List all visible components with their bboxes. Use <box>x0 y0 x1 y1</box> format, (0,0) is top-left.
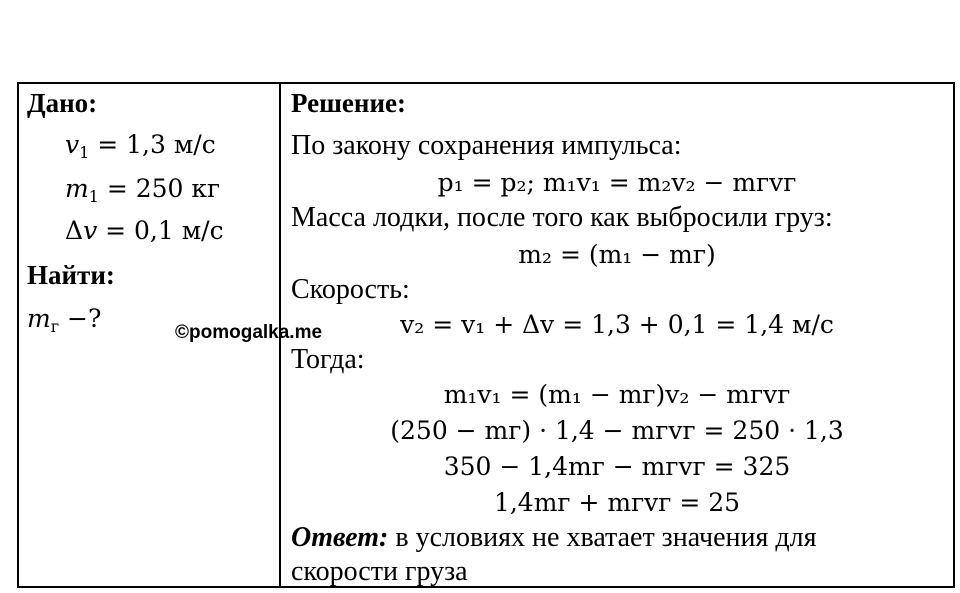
answer-label: Ответ: <box>291 522 389 553</box>
answer-text: в условиях не хватает значения для <box>388 522 817 553</box>
solution-heading: Решение: <box>291 88 406 118</box>
find-value: $m_г$ −? <box>27 304 102 336</box>
equation-2: m₂ = (m₁ − mг) <box>518 240 716 269</box>
watermark: ©pomogalka.me <box>175 322 323 343</box>
equation-3: v₂ = v₁ + Δv = 1,3 + 0,1 = 1,4 м/с <box>400 310 834 339</box>
answer-line-2: скорости груза <box>291 556 468 587</box>
given-m1: $m_1 = 250$ кг <box>65 174 221 206</box>
equation-5: (250 − mг) · 1,4 − mгvг = 250 · 1,3 <box>390 416 844 445</box>
equation-4: m₁v₁ = (m₁ − mг)v₂ − mгvг <box>443 380 791 409</box>
mass-text: Масса лодки, после того как выбросили груз: <box>291 202 833 233</box>
solution-table <box>17 82 955 588</box>
given-heading: Дано: <box>27 88 98 118</box>
answer-line <box>291 522 817 554</box>
equation-1: p₁ = p₂; m₁v₁ = m₂v₂ − mгvг <box>437 168 797 197</box>
find-heading: Найти: <box>27 260 115 290</box>
equation-7: 1,4mг + mгvг = 25 <box>493 488 741 517</box>
equation-6: 350 − 1,4mг − mгvг = 325 <box>443 452 791 481</box>
speed-text: Скорость: <box>291 274 410 305</box>
given-dv: Δv = 0,1 м/с <box>65 216 224 245</box>
intro-text: По закону сохранения импульса: <box>291 130 682 161</box>
then-text: Тогда: <box>291 344 365 375</box>
given-v1: $v_1 = 1,3$ м/с <box>65 130 216 162</box>
solution-column <box>281 84 953 586</box>
